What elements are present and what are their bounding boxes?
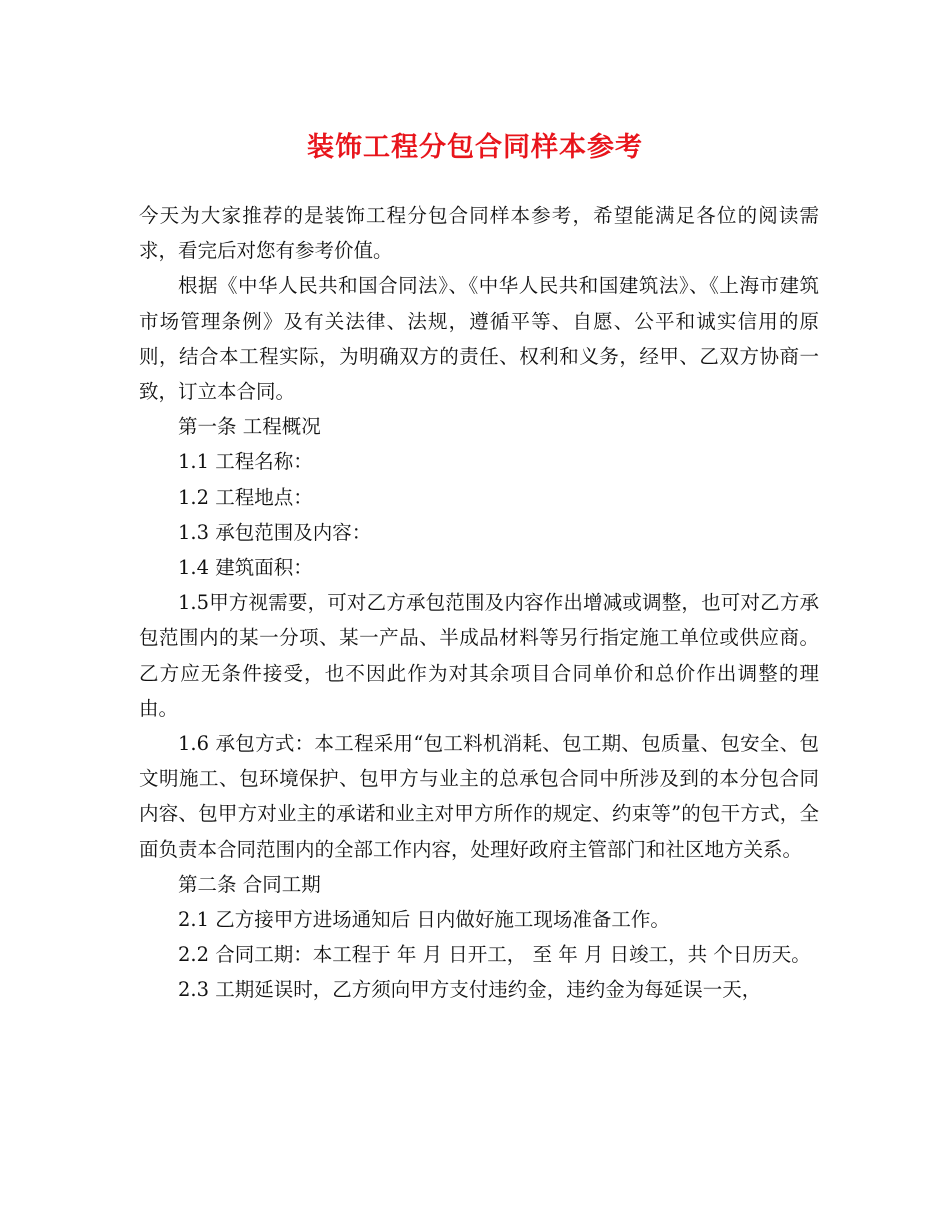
paragraph: 2.2 合同工期：本工程于 年 月 日开工， 至 年 月 日竣工，共 个日历天。 [178,943,811,967]
paragraph: 1.2 工程地点： [178,485,313,509]
document-body [139,198,819,1008]
paragraph: 根据《中华人民共和国合同法》、《中华人民共和国建筑法》、《上海市建筑市场管理条例》及有关法律、法规，遵循平等、自愿、公平和诚实信用的原则，结合本工程实际，为明确双方的责任、权利和义务，经甲、乙双方协商一致，订立本合同。 [139,274,819,404]
paragraph: 第二条 合同工期 [178,872,321,896]
document-title: 装饰工程分包合同样本参考 [307,132,643,163]
paragraph: 1.5甲方视需要，可对乙方承包范围及内容作出增减或调整，也可对乙方承包范围内的某一分项、某一产品、半成品材料等另行指定施工单位或供应商。乙方应无条件接受，也不因此作为对其余项目合同单价和总价作出调整的理由。 [139,591,819,720]
paragraph: 今天为大家推荐的是装饰工程分包合同样本参考，希望能满足各位的阅读需求，看完后对您有参考价值。 [139,204,819,263]
paragraph: 1.4 建筑面积： [178,556,313,580]
paragraph: 1.1 工程名称： [178,450,313,474]
paragraph: 2.3 工期延误时，乙方须向甲方支付违约金，违约金为每延误一天， [178,978,762,1002]
paragraph: 1.6 承包方式：本工程采用“包工料机消耗、包工期、包质量、包安全、包文明施工、包环境保护、包甲方与业主的总承包合同中所涉及到的本分包合同内容、包甲方对业主的承诺和业主对甲方所作的规定、约束等”的包干方式，全面负责本合同范围内的全部工作内容，处理好政府主管部门和社区地方关系。 [139,732,819,861]
paragraph: 1.3 承包范围及内容： [178,520,372,544]
paragraph: 2.1 乙方接甲方进场通知后 日内做好施工现场准备工作。 [178,908,670,932]
paragraph: 第一条 工程概况 [178,415,321,439]
